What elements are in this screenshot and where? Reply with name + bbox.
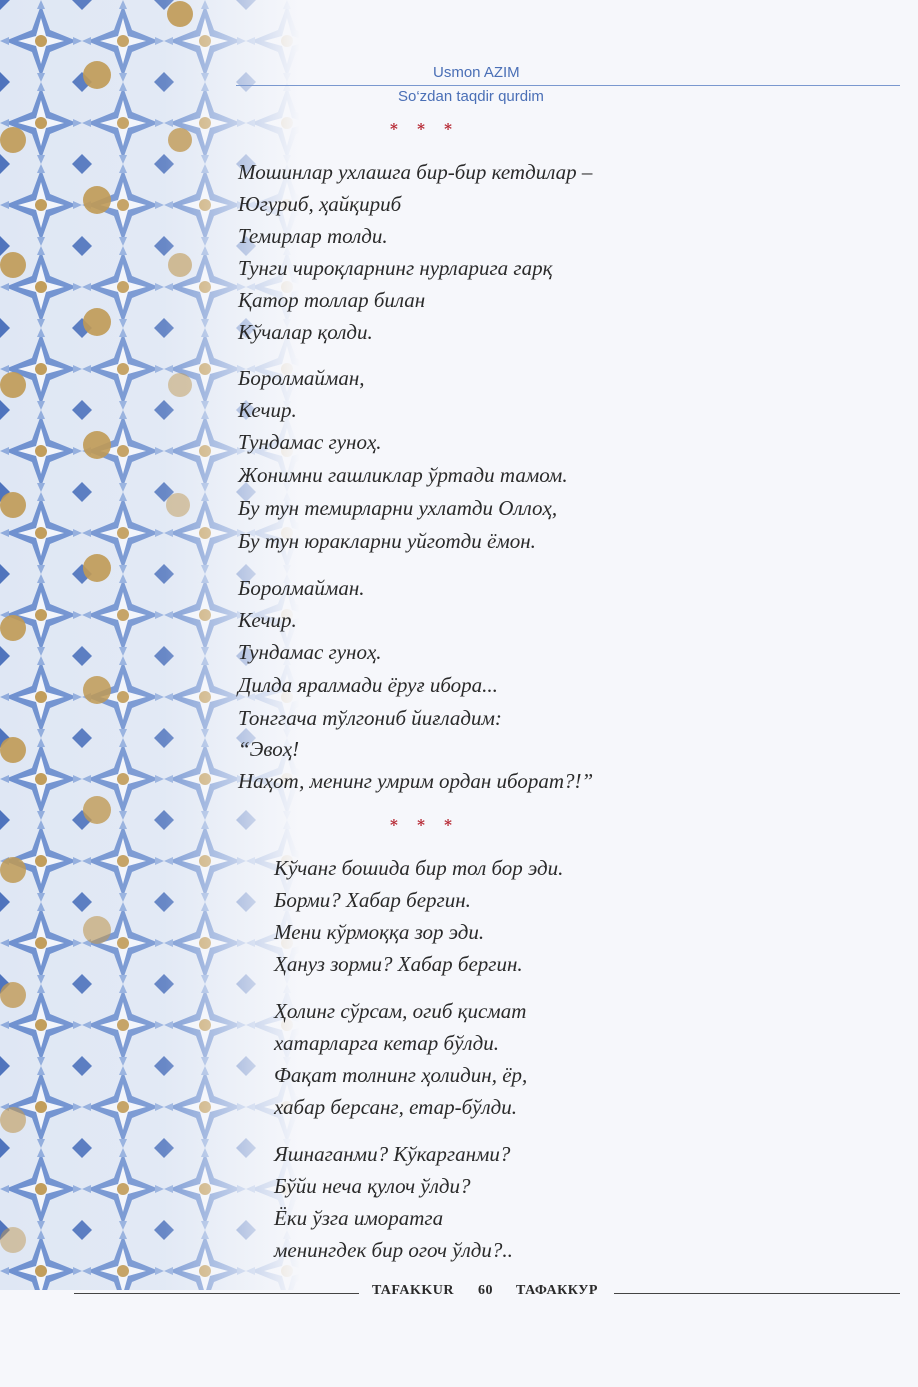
poem-line: Борми? Хабар бергин. [274,888,471,912]
journal-name-cyrillic: ТАФАККУР [516,1283,598,1298]
poem-line: Фақат толнинг ҳолидин, ёр, [274,1063,528,1087]
journal-name-latin: TAFAKKUR [372,1283,455,1298]
poem-separator: * * * [390,816,459,834]
poem-line: Бу тун юракларни уйготди ёмон. [238,529,536,553]
header-divider [236,85,900,86]
poem-line: Жонимни гашликлар ўртади тамом. [238,463,568,487]
poem-line: Ҳолинг сўрсам, огиб қисмат [274,999,527,1023]
book-title: So‘zdan taqdir qurdim [398,88,544,105]
poem-separator: * * * [390,120,459,138]
poem-line: Боролмайман, [238,366,365,390]
poem-line: Тундамас гуноҳ. [238,640,382,664]
poem-line: Бўйи неча қулоч ўлди? [274,1174,471,1198]
poem-line: Югуриб, ҳайқириб [238,192,402,216]
poem-line: Боролмайман. [238,576,365,600]
poem-line: Яшнаганми? Кўкарганми? [274,1142,511,1166]
poem-line: менингдек бир огоч ўлди?.. [274,1238,513,1262]
poem-line: Кўчанг бошида бир тол бор эди. [274,856,564,880]
poem-line: Кўчалар қолди. [238,320,373,344]
author-name: Usmon AZIM [433,64,520,81]
poem-line: Дилда яралмади ёруғ ибора... [238,673,498,697]
poem-line: Кечир. [238,608,297,632]
poem-line: Мени кўрмоққа зор эди. [274,920,485,944]
footer-divider-left [74,1293,359,1294]
poem-line: “Эвоҳ! [238,737,300,761]
poem-line: Наҳот, менинг умрим ордан иборат?!” [238,769,594,793]
poem-line: Қатор толлар билан [238,288,426,312]
poem-line: хабар берсанг, етар-бўлди. [274,1095,517,1119]
page-number: 60 [478,1283,493,1298]
poem-line: хатарларга кетар бўлди. [274,1031,499,1055]
poem-line: Бу тун темирларни ухлатди Оллоҳ, [238,496,558,520]
poem-line: Темирлар толди. [238,224,388,248]
poem-line: Тундамас гуноҳ. [238,430,382,454]
poem-line: Ёки ўзга иморатга [274,1206,444,1230]
poem-line: Мошинлар ухлашга бир-бир кетдилар – [238,160,593,184]
poem-line: Ҳануз зорми? Хабар бергин. [274,952,523,976]
poem-line: Кечир. [238,398,297,422]
poem-line: Тонггача тўлгониб йиғладим: [238,706,502,730]
poem-line: Тунги чироқларнинг нурларига гарқ [238,256,553,280]
footer-divider-right [614,1293,900,1294]
